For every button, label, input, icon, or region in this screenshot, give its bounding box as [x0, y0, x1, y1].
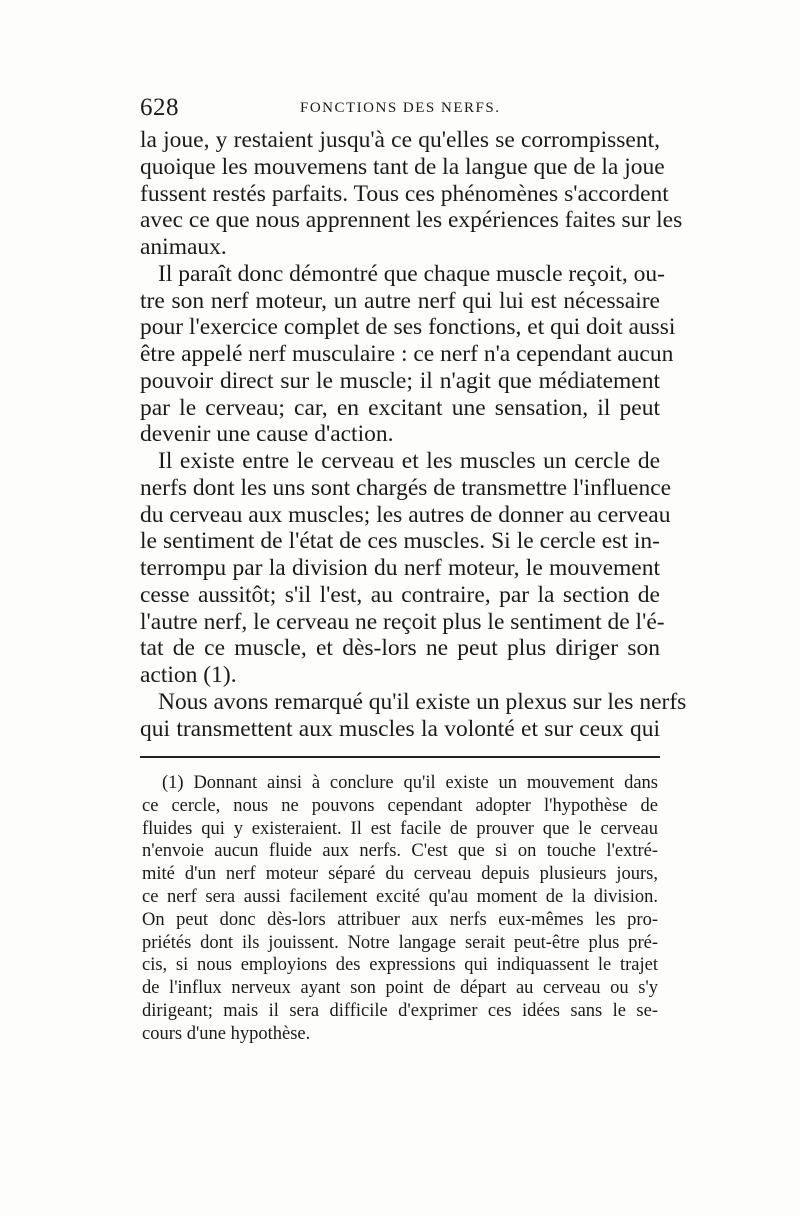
text-line: Il paraît donc démontré que chaque muscle reçoit, ou-: [158, 260, 666, 287]
text-line: animaux.: [140, 234, 227, 260]
page-number: 628: [140, 94, 179, 121]
text-line: action (1).: [140, 662, 237, 688]
running-title: FONCTIONS DES NERFS.: [300, 100, 501, 116]
footnote-line: priétés dont ils jouissent. Notre langage serait peut-être plus pré-: [142, 932, 658, 953]
footnote-line: fluides qui y existeraient. Il est facile de prouver que le cerveau: [142, 818, 658, 839]
text-line: quoique les mouvemens tant de la langue que de la joue: [140, 153, 665, 180]
text-line: fussent restés parfaits. Tous ces phénomènes s'accordent: [140, 180, 669, 207]
text-line: tre son nerf moteur, un autre nerf qui lui est nécessaire: [140, 287, 660, 314]
text-line: Il existe entre le cerveau et les muscles un cercle de: [158, 448, 660, 474]
footnote-line: dirigeant; mais il sera difficile d'exprimer ces idées sans le se-: [142, 1000, 658, 1021]
text-line: cesse aussitôt; s'il l'est, au contraire, par la section de: [140, 581, 660, 608]
text-line: pouvoir direct sur le muscle; il n'agit que médiatement: [140, 367, 660, 394]
footnote-line: n'envoie aucun fluide aux nerfs. C'est que si on touche l'extré-: [142, 841, 658, 862]
footnote-line: On peut donc dès-lors attribuer aux nerfs eux-mêmes les pro-: [142, 909, 658, 930]
text-line: terrompu par la division du nerf moteur, le mouvement: [140, 555, 660, 581]
text-line: pour l'exercice complet de ses fonctions, et qui doit aussi: [140, 314, 676, 341]
text-line: avec ce que nous apprennent les expériences faites sur les: [140, 207, 683, 234]
text-line: devenir une cause d'action.: [140, 421, 394, 448]
text-line: du cerveau aux muscles; les autres de donner au cerveau: [140, 501, 671, 528]
text-line: qui transmettent aux muscles la volonté et sur ceux qui: [140, 715, 660, 742]
footnote-separator: [140, 756, 660, 758]
text-line: Nous avons remarqué qu'il existe un plexus sur les nerfs: [158, 688, 687, 715]
text-line: nerfs dont les uns sont chargés de transmettre l'influence: [140, 474, 672, 501]
text-line: tat de ce muscle, et dès-lors ne peut plus diriger son: [140, 635, 660, 662]
footnote-line: cis, si nous employions des expressions qui indiquassent le trajet: [142, 955, 658, 976]
body-text: [140, 127, 687, 742]
footnote-line: de l'influx nerveux ayant son point de départ au cerveau ou s'y: [142, 978, 658, 999]
footnote: [142, 772, 658, 1046]
footnote-line: (1) Donnant ainsi à conclure qu'il existe un mouvement dans: [162, 773, 658, 793]
footnote-line: ce nerf sera aussi facilement excité qu'au moment de la division.: [142, 886, 658, 907]
text-line: par le cerveau; car, en excitant une sensation, il peut: [140, 394, 660, 421]
footnote-line: mité d'un nerf moteur séparé du cerveau depuis plusieurs jours,: [142, 864, 658, 885]
text-line: la joue, y restaient jusqu'à ce qu'elles se corrompissent,: [140, 127, 660, 153]
footnote-line: ce cercle, nous ne pouvons cependant adopter l'hypothèse de: [142, 795, 658, 816]
page-header: [140, 94, 660, 124]
text-line: être appelé nerf musculaire : ce nerf n'a cependant aucun: [140, 341, 674, 367]
text-line: l'autre nerf, le cerveau ne reçoit plus le sentiment de l'é-: [140, 608, 665, 635]
text-line: le sentiment de l'état de ces muscles. Si le cercle est in-: [140, 528, 660, 555]
footnote-line: cours d'une hypothèse.: [142, 1023, 311, 1044]
